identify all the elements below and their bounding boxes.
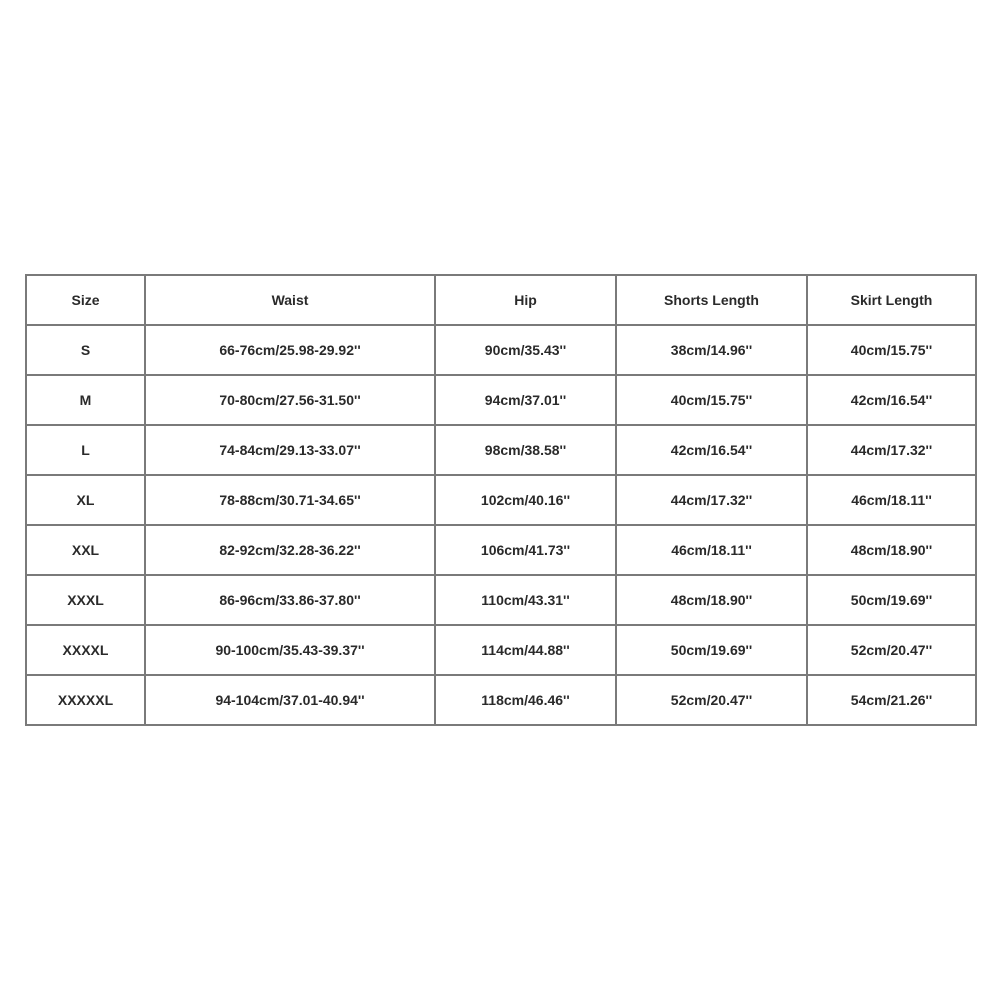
cell-hip: 106cm/41.73'' xyxy=(435,525,616,575)
cell-waist: 90-100cm/35.43-39.37'' xyxy=(145,625,435,675)
cell-skirt-length: 42cm/16.54'' xyxy=(807,375,976,425)
cell-size: M xyxy=(26,375,145,425)
header-shorts-length: Shorts Length xyxy=(616,275,807,325)
cell-size: L xyxy=(26,425,145,475)
header-skirt-length: Skirt Length xyxy=(807,275,976,325)
cell-hip: 114cm/44.88'' xyxy=(435,625,616,675)
table-header-row xyxy=(26,275,976,325)
cell-hip: 90cm/35.43'' xyxy=(435,325,616,375)
header-hip: Hip xyxy=(435,275,616,325)
table-row xyxy=(26,425,976,475)
cell-size: XXL xyxy=(26,525,145,575)
table-row xyxy=(26,475,976,525)
cell-size: XXXXXL xyxy=(26,675,145,725)
table-row xyxy=(26,625,976,675)
cell-shorts-length: 48cm/18.90'' xyxy=(616,575,807,625)
cell-size: XXXL xyxy=(26,575,145,625)
cell-waist: 74-84cm/29.13-33.07'' xyxy=(145,425,435,475)
cell-waist: 70-80cm/27.56-31.50'' xyxy=(145,375,435,425)
cell-skirt-length: 54cm/21.26'' xyxy=(807,675,976,725)
cell-skirt-length: 44cm/17.32'' xyxy=(807,425,976,475)
cell-shorts-length: 38cm/14.96'' xyxy=(616,325,807,375)
cell-hip: 102cm/40.16'' xyxy=(435,475,616,525)
header-size: Size xyxy=(26,275,145,325)
cell-size: S xyxy=(26,325,145,375)
cell-shorts-length: 44cm/17.32'' xyxy=(616,475,807,525)
cell-shorts-length: 40cm/15.75'' xyxy=(616,375,807,425)
cell-hip: 110cm/43.31'' xyxy=(435,575,616,625)
cell-waist: 82-92cm/32.28-36.22'' xyxy=(145,525,435,575)
cell-size: XL xyxy=(26,475,145,525)
cell-skirt-length: 46cm/18.11'' xyxy=(807,475,976,525)
cell-shorts-length: 52cm/20.47'' xyxy=(616,675,807,725)
table-row xyxy=(26,325,976,375)
cell-hip: 94cm/37.01'' xyxy=(435,375,616,425)
cell-waist: 86-96cm/33.86-37.80'' xyxy=(145,575,435,625)
cell-skirt-length: 40cm/15.75'' xyxy=(807,325,976,375)
cell-skirt-length: 48cm/18.90'' xyxy=(807,525,976,575)
table-row xyxy=(26,675,976,725)
cell-waist: 94-104cm/37.01-40.94'' xyxy=(145,675,435,725)
table-row xyxy=(26,375,976,425)
table-row xyxy=(26,525,976,575)
cell-waist: 78-88cm/30.71-34.65'' xyxy=(145,475,435,525)
cell-hip: 98cm/38.58'' xyxy=(435,425,616,475)
cell-shorts-length: 46cm/18.11'' xyxy=(616,525,807,575)
cell-skirt-length: 52cm/20.47'' xyxy=(807,625,976,675)
cell-hip: 118cm/46.46'' xyxy=(435,675,616,725)
cell-shorts-length: 50cm/19.69'' xyxy=(616,625,807,675)
table-row xyxy=(26,575,976,625)
cell-waist: 66-76cm/25.98-29.92'' xyxy=(145,325,435,375)
cell-size: XXXXL xyxy=(26,625,145,675)
size-chart-table xyxy=(25,274,977,726)
cell-skirt-length: 50cm/19.69'' xyxy=(807,575,976,625)
header-waist: Waist xyxy=(145,275,435,325)
cell-shorts-length: 42cm/16.54'' xyxy=(616,425,807,475)
